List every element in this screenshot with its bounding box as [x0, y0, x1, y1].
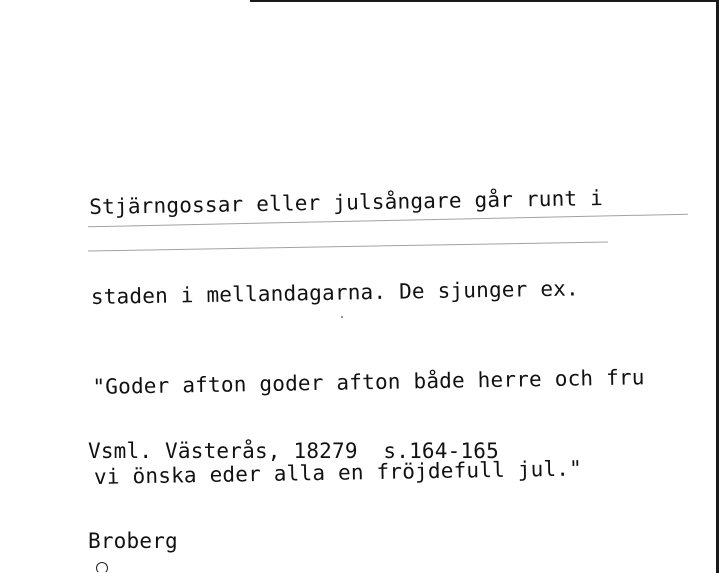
recorder-name: Broberg: [88, 529, 178, 553]
card-top-edge: [250, 0, 719, 2]
body-line: Stjärngossar eller julsångare går runt i: [89, 186, 604, 219]
body-line: staden i mellandagarna. De sjunger ex.: [90, 276, 580, 309]
body-line: "Goder afton goder afton både herre och fru: [92, 365, 645, 399]
partial-character-mark: [96, 562, 108, 573]
card-reference: [88, 376, 499, 573]
body-line: vi önska eder alla en fröjdefull jul.": [93, 456, 583, 489]
source-reference-line: Vsml. Västerås, 18279 s.164-165: [88, 439, 499, 463]
scan-speck: [341, 316, 343, 318]
